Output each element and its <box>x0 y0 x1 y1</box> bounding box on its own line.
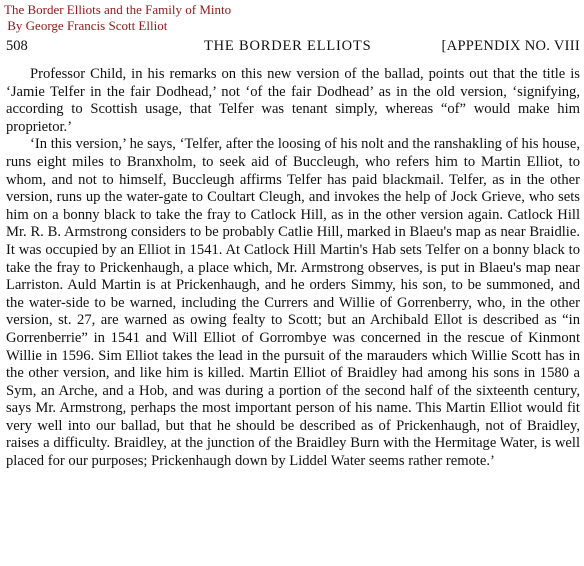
source-title: The Border Elliots and the Family of Minto <box>4 2 232 17</box>
paragraph-2: ‘In this version,’ he says, ‘Telfer, after the loosing of his nolt and the ranshakling of his house, runs eight miles to Branxholm, to seek aid of Buccleugh, who refers him to Martin Elliot, to whom, and not to himself, Buccleugh affirms Telfer has paid blackmail. Telfer, as in the other version, runs up the water-gate to Coultart Cleugh, and invokes the help of Jock Grieve, who sets him on a bonny black to take the fray to Catlock Hill, as in the other version again. Catlock Hill Mr. R. B. Armstrong considers to be probably Catlie Hill, marked in Blaeu's map as near Braidlie. It was occupied by an Elliot in 1541. At Catlock Hill Martin's Hab sets Telfer on a bonny black to take the fray to Prickenhaugh, a place which, Mr. Armstrong observes, is put in Blaeu's map near Larriston. Auld Martin is at Prickenhaugh, and he orders Simmy, his son, to be summoned, and the water-side to be warned, including the Currers and Willie of Gorrenberry, who, in the other version, st. 27, are warned as owing fealty to Scott; but an Archibald Ellot is described as “in Gorrenberrie” in 1541 and Will Elliot of Gorrombye was concerned in the rescue of Kinmont Willie in 1596. Sim Elliot takes the lead in the pursuit of the marauders which Willie Scott has in the other version, and like him is killed. Martin Elliot of Braidley had among his sons in 1580 a Sym, an Arche, and a Hob, and was during a portion of the second half of the sixteenth century, says Mr. Armstrong, perhaps the most important person of his name. This Martin Elliot would fit very well into our ballad, but that he should be described as of Prickenhaugh, not of Braidley, raises a difficulty. Braidley, at the junction of the Braidley Burn with the Hermitage Water, is well placed for our purposes; Prickenhaugh down by Liddel Water seems rather remote.’ <box>6 136 580 470</box>
source-caption <box>4 2 231 34</box>
page-number: 508 <box>6 38 28 54</box>
page-body <box>6 66 580 471</box>
source-author: By George Francis Scott Elliot <box>4 18 168 33</box>
appendix-label: [APPENDIX NO. VIII <box>441 38 580 54</box>
paragraph-1: Professor Child, in his remarks on this new version of the ballad, points out that the title is ‘Jamie Telfer in the fair Dodhead,’ not ‘of the fair Dodhead’ as in the old version, ‘signifying, according to Scottish usage, that Telfer was tenant simply, whereas “of” would make him proprietor.’ <box>6 66 580 135</box>
running-title: THE BORDER ELLIOTS <box>204 38 372 54</box>
page-header <box>6 38 580 56</box>
